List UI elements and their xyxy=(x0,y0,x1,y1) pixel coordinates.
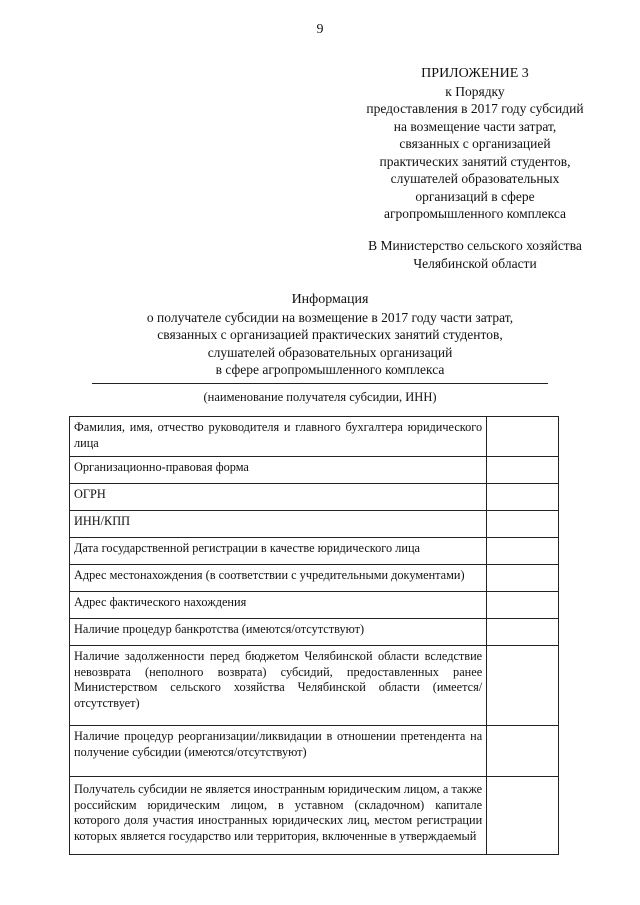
table-row xyxy=(70,777,559,855)
table-row xyxy=(70,646,559,726)
row-label: Фамилия, имя, отчество руководителя и главного бухгалтера юридического лица xyxy=(70,417,487,457)
row-value-cell[interactable] xyxy=(487,619,559,646)
row-label: Организационно-правовая форма xyxy=(70,457,487,484)
appendix-line: на возмещение части затрат, xyxy=(393,118,557,134)
row-label: Наличие процедур реорганизации/ликвидации в отношении претендента на получение субсидии (имеются/отсутствуют) xyxy=(70,726,487,777)
appendix-line: организаций в сфере xyxy=(415,188,535,204)
info-subtitle-line: о получателе субсидии на возмещение в 2017 году части затрат, xyxy=(146,309,514,325)
row-value-cell[interactable] xyxy=(487,565,559,592)
appendix-line: связанных с организацией xyxy=(399,136,551,151)
table-row xyxy=(70,726,559,777)
table-row xyxy=(70,417,559,457)
info-table xyxy=(69,416,559,855)
row-label: Получатель субсидии не является иностранным юридическим лицом, а также российским юридическим лицом, в уставном (складочном) капитале которого доля участия иностранных юридических лиц, местом регистрации которых является государство или территория, включенные в утверждаемый xyxy=(70,777,487,855)
row-value-cell[interactable] xyxy=(487,646,559,726)
appendix-line: слушателей образовательных xyxy=(390,171,560,186)
row-value-cell[interactable] xyxy=(487,726,559,777)
table-row xyxy=(70,619,559,646)
row-label: Адрес фактического нахождения xyxy=(70,592,487,619)
row-label: Адрес местонахождения (в соответствии с учредительными документами) xyxy=(70,565,487,592)
addressee-block xyxy=(330,237,620,272)
row-value-cell[interactable] xyxy=(487,777,559,855)
row-value-cell[interactable] xyxy=(487,457,559,484)
recipient-name-line[interactable] xyxy=(92,383,548,384)
info-subtitle-line: слушателей образовательных организаций xyxy=(207,344,453,360)
row-label: Дата государственной регистрации в качестве юридического лица xyxy=(70,538,487,565)
info-heading xyxy=(80,291,580,379)
appendix-line: к Порядку xyxy=(445,83,505,99)
appendix-block xyxy=(330,65,620,223)
addressee-line: Челябинской области xyxy=(413,255,537,271)
table-row xyxy=(70,511,559,538)
appendix-line: предоставления в 2017 году субсидий xyxy=(366,101,584,116)
recipient-caption: (наименование получателя субсидии, ИНН) xyxy=(203,390,437,404)
row-value-cell[interactable] xyxy=(487,538,559,565)
appendix-title: ПРИЛОЖЕНИЕ 3 xyxy=(421,66,529,81)
row-value-cell[interactable] xyxy=(487,592,559,619)
table-row xyxy=(70,457,559,484)
appendix-line: практических занятий студентов, xyxy=(379,153,571,169)
table-row xyxy=(70,484,559,511)
row-value-cell[interactable] xyxy=(487,511,559,538)
page-number: 9 xyxy=(316,22,324,37)
row-label: Наличие задолженности перед бюджетом Челябинской области вследствие невозврата (неполного возврата) субсидий, предоставленных ранее Министерством сельского хозяйства Челябинской области (имеется/отсутствует) xyxy=(70,646,487,726)
info-title: Информация xyxy=(291,292,369,307)
row-label: ОГРН xyxy=(70,484,487,511)
table-row xyxy=(70,565,559,592)
table-row xyxy=(70,592,559,619)
info-subtitle-line: связанных с организацией практических занятий студентов, xyxy=(157,327,503,342)
row-value-cell[interactable] xyxy=(487,484,559,511)
info-subtitle-line: в сфере агропромышленного комплекса xyxy=(215,362,445,377)
addressee-line: В Министерство сельского хозяйства xyxy=(368,238,582,253)
table-row xyxy=(70,538,559,565)
row-value-cell[interactable] xyxy=(487,417,559,457)
row-label: Наличие процедур банкротства (имеются/отсутствуют) xyxy=(70,619,487,646)
appendix-line: агропромышленного комплекса xyxy=(384,206,566,221)
row-label: ИНН/КПП xyxy=(70,511,487,538)
